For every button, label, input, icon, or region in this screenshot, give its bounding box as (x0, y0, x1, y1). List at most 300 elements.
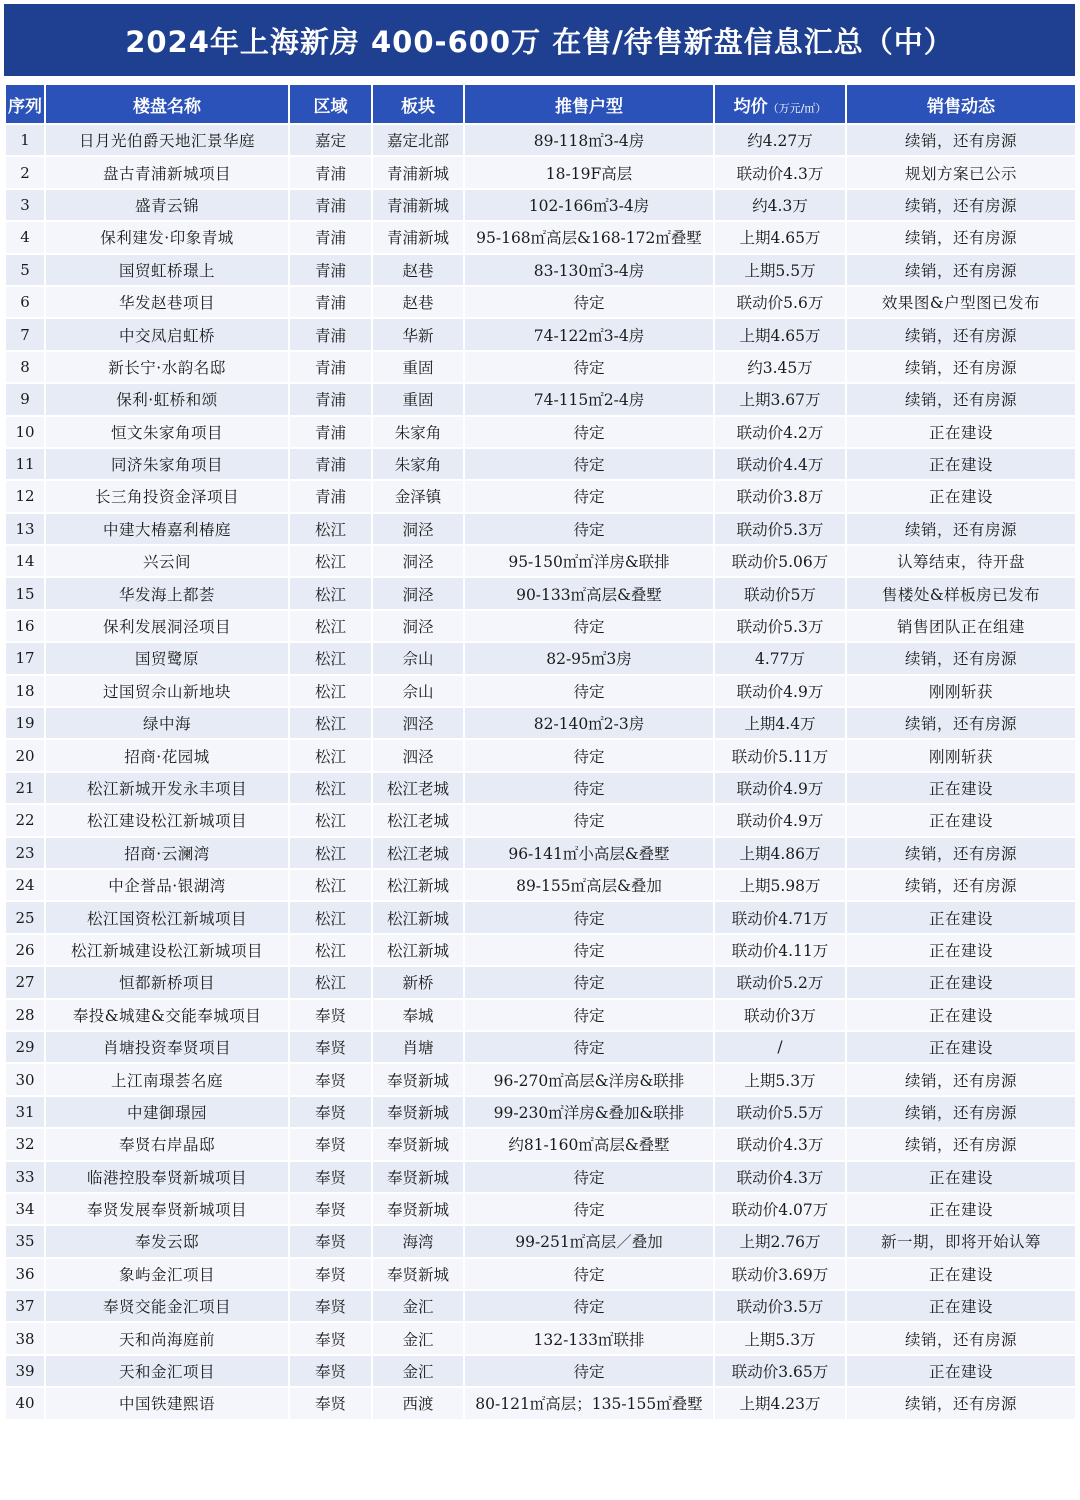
layout-cell: 89-118㎡3-4房 (464, 124, 714, 156)
block-cell: 佘山 (372, 675, 464, 707)
block-cell: 松江老城 (372, 804, 464, 836)
name-cell: 盛青云锦 (45, 189, 289, 221)
status-cell: 续销，还有房源 (846, 221, 1076, 253)
seq-cell: 6 (5, 286, 45, 318)
price-cell: 联动价4.9万 (714, 804, 846, 836)
price-cell: 上期3.67万 (714, 383, 846, 415)
seq-cell: 10 (5, 416, 45, 448)
name-cell: 肖塘投资奉贤项目 (45, 1031, 289, 1063)
seq-cell: 36 (5, 1258, 45, 1290)
district-cell: 青浦 (289, 480, 372, 512)
block-cell: 佘山 (372, 642, 464, 674)
district-cell: 松江 (289, 804, 372, 836)
layout-cell: 待定 (464, 448, 714, 480)
table-row (5, 675, 1076, 707)
seq-cell: 1 (5, 124, 45, 156)
block-cell: 朱家角 (372, 448, 464, 480)
table-row (5, 318, 1076, 350)
table-row (5, 772, 1076, 804)
seq-cell: 3 (5, 189, 45, 221)
name-cell: 奉贤发展奉贤新城项目 (45, 1193, 289, 1225)
seq-cell: 27 (5, 966, 45, 998)
status-cell: 续销，还有房源 (846, 513, 1076, 545)
status-cell: 正在建设 (846, 1031, 1076, 1063)
layout-cell: 132-133㎡联排 (464, 1322, 714, 1354)
seq-cell: 37 (5, 1290, 45, 1322)
status-cell: 正在建设 (846, 966, 1076, 998)
seq-cell: 14 (5, 545, 45, 577)
name-cell: 同济朱家角项目 (45, 448, 289, 480)
block-cell: 朱家角 (372, 416, 464, 448)
table-row (5, 966, 1076, 998)
table-row (5, 707, 1076, 739)
block-cell: 重固 (372, 383, 464, 415)
status-cell: 效果图&户型图已发布 (846, 286, 1076, 318)
name-cell: 招商·花园城 (45, 739, 289, 771)
price-cell: 上期5.5万 (714, 254, 846, 286)
price-cell: 上期4.65万 (714, 221, 846, 253)
price-cell: 联动价4.9万 (714, 675, 846, 707)
status-cell: 正在建设 (846, 416, 1076, 448)
price-cell: 联动价3.8万 (714, 480, 846, 512)
seq-cell: 15 (5, 577, 45, 609)
district-cell: 青浦 (289, 318, 372, 350)
layout-cell: 待定 (464, 739, 714, 771)
layout-cell: 90-133㎡高层&叠墅 (464, 577, 714, 609)
header-layout: 推售户型 (464, 84, 714, 124)
layout-cell: 待定 (464, 513, 714, 545)
table-row (5, 999, 1076, 1031)
name-cell: 恒都新桥项目 (45, 966, 289, 998)
name-cell: 恒文朱家角项目 (45, 416, 289, 448)
layout-cell: 95-150㎡㎡洋房&联排 (464, 545, 714, 577)
name-cell: 过国贸佘山新地块 (45, 675, 289, 707)
status-cell: 续销，还有房源 (846, 1063, 1076, 1095)
name-cell: 松江国资松江新城项目 (45, 901, 289, 933)
district-cell: 青浦 (289, 156, 372, 188)
table-row (5, 124, 1076, 156)
district-cell: 奉贤 (289, 1258, 372, 1290)
seq-cell: 18 (5, 675, 45, 707)
name-cell: 象屿金汇项目 (45, 1258, 289, 1290)
district-cell: 青浦 (289, 221, 372, 253)
seq-cell: 28 (5, 999, 45, 1031)
district-cell: 奉贤 (289, 1031, 372, 1063)
district-cell: 奉贤 (289, 1128, 372, 1160)
district-cell: 松江 (289, 642, 372, 674)
status-cell: 正在建设 (846, 1193, 1076, 1225)
price-cell: 联动价4.07万 (714, 1193, 846, 1225)
district-cell: 奉贤 (289, 999, 372, 1031)
status-cell: 续销，还有房源 (846, 254, 1076, 286)
name-cell: 奉贤右岸晶邸 (45, 1128, 289, 1160)
table-row (5, 577, 1076, 609)
status-cell: 正在建设 (846, 448, 1076, 480)
table-row (5, 1355, 1076, 1387)
status-cell: 续销，还有房源 (846, 318, 1076, 350)
name-cell: 保利发展洞泾项目 (45, 610, 289, 642)
block-cell: 松江新城 (372, 869, 464, 901)
block-cell: 新桥 (372, 966, 464, 998)
table-row (5, 1193, 1076, 1225)
block-cell: 松江老城 (372, 837, 464, 869)
block-cell: 青浦新城 (372, 189, 464, 221)
price-cell: 联动价4.2万 (714, 416, 846, 448)
layout-cell: 待定 (464, 675, 714, 707)
header-price-unit: （万元/㎡） (767, 101, 827, 115)
price-cell: 联动价4.9万 (714, 772, 846, 804)
price-cell: 联动价4.3万 (714, 1128, 846, 1160)
name-cell: 中国铁建熙语 (45, 1387, 289, 1419)
header-price-label: 均价 (733, 96, 768, 117)
district-cell: 奉贤 (289, 1290, 372, 1322)
status-cell: 正在建设 (846, 480, 1076, 512)
block-cell: 洞泾 (372, 610, 464, 642)
layout-cell: 待定 (464, 1355, 714, 1387)
layout-cell: 95-168㎡高层&168-172㎡叠墅 (464, 221, 714, 253)
district-cell: 松江 (289, 577, 372, 609)
layout-cell: 待定 (464, 610, 714, 642)
status-cell: 续销，还有房源 (846, 1128, 1076, 1160)
district-cell: 松江 (289, 513, 372, 545)
block-cell: 肖塘 (372, 1031, 464, 1063)
district-cell: 松江 (289, 869, 372, 901)
district-cell: 奉贤 (289, 1063, 372, 1095)
seq-cell: 11 (5, 448, 45, 480)
name-cell: 中建御璟园 (45, 1096, 289, 1128)
seq-cell: 23 (5, 837, 45, 869)
seq-cell: 38 (5, 1322, 45, 1354)
price-cell: 上期4.4万 (714, 707, 846, 739)
name-cell: 国贸虹桥璟上 (45, 254, 289, 286)
district-cell: 松江 (289, 675, 372, 707)
district-cell: 奉贤 (289, 1193, 372, 1225)
price-cell: 上期5.98万 (714, 869, 846, 901)
name-cell: 奉发云邸 (45, 1225, 289, 1257)
table-row (5, 1290, 1076, 1322)
layout-cell: 82-140㎡2-3房 (464, 707, 714, 739)
layout-cell: 74-115㎡2-4房 (464, 383, 714, 415)
seq-cell: 8 (5, 351, 45, 383)
layout-cell: 待定 (464, 1290, 714, 1322)
table-row (5, 286, 1076, 318)
district-cell: 青浦 (289, 448, 372, 480)
name-cell: 保利·虹桥和颂 (45, 383, 289, 415)
seq-cell: 5 (5, 254, 45, 286)
district-cell: 奉贤 (289, 1387, 372, 1419)
status-cell: 售楼处&样板房已发布 (846, 577, 1076, 609)
table-row (5, 901, 1076, 933)
seq-cell: 31 (5, 1096, 45, 1128)
price-cell: 上期4.65万 (714, 318, 846, 350)
layout-cell: 待定 (464, 772, 714, 804)
price-cell: 联动价4.71万 (714, 901, 846, 933)
page-title: 2024年上海新房 400-600万 在售/待售新盘信息汇总（中） (4, 4, 1075, 76)
price-cell: 上期4.86万 (714, 837, 846, 869)
table-row (5, 1128, 1076, 1160)
name-cell: 新长宁·水韵名邸 (45, 351, 289, 383)
status-cell: 新一期，即将开始认筹 (846, 1225, 1076, 1257)
table-row (5, 351, 1076, 383)
price-cell: 联动价5.11万 (714, 739, 846, 771)
price-cell: 联动价5.3万 (714, 513, 846, 545)
layout-cell: 待定 (464, 804, 714, 836)
seq-cell: 30 (5, 1063, 45, 1095)
price-cell: 联动价4.4万 (714, 448, 846, 480)
status-cell: 续销，还有房源 (846, 869, 1076, 901)
status-cell: 续销，还有房源 (846, 189, 1076, 221)
price-cell: 联动价3万 (714, 999, 846, 1031)
table-row (5, 1258, 1076, 1290)
layout-cell: 18-19F高层 (464, 156, 714, 188)
price-cell: 联动价4.3万 (714, 1161, 846, 1193)
header-price (714, 84, 846, 124)
district-cell: 青浦 (289, 254, 372, 286)
block-cell: 泗泾 (372, 707, 464, 739)
table-row (5, 1322, 1076, 1354)
status-cell: 刚刚斩获 (846, 739, 1076, 771)
seq-cell: 12 (5, 480, 45, 512)
table-row (5, 448, 1076, 480)
seq-cell: 7 (5, 318, 45, 350)
status-cell: 续销，还有房源 (846, 1096, 1076, 1128)
layout-cell: 待定 (464, 934, 714, 966)
status-cell: 认筹结束，待开盘 (846, 545, 1076, 577)
name-cell: 中交凤启虹桥 (45, 318, 289, 350)
seq-cell: 32 (5, 1128, 45, 1160)
price-cell: 上期5.3万 (714, 1322, 846, 1354)
district-cell: 青浦 (289, 189, 372, 221)
layout-cell: 待定 (464, 966, 714, 998)
status-cell: 续销，还有房源 (846, 707, 1076, 739)
seq-cell: 4 (5, 221, 45, 253)
price-cell: 联动价5.5万 (714, 1096, 846, 1128)
status-cell: 正在建设 (846, 1258, 1076, 1290)
seq-cell: 20 (5, 739, 45, 771)
district-cell: 松江 (289, 545, 372, 577)
name-cell: 招商·云澜湾 (45, 837, 289, 869)
table-row (5, 804, 1076, 836)
layout-cell: 74-122㎡3-4房 (464, 318, 714, 350)
price-cell: 联动价5万 (714, 577, 846, 609)
name-cell: 华发赵巷项目 (45, 286, 289, 318)
block-cell: 奉贤新城 (372, 1128, 464, 1160)
status-cell: 续销，还有房源 (846, 1387, 1076, 1419)
layout-cell: 待定 (464, 1031, 714, 1063)
seq-cell: 40 (5, 1387, 45, 1419)
block-cell: 洞泾 (372, 577, 464, 609)
price-cell: 联动价3.5万 (714, 1290, 846, 1322)
block-cell: 洞泾 (372, 513, 464, 545)
status-cell: 续销，还有房源 (846, 124, 1076, 156)
block-cell: 金泽镇 (372, 480, 464, 512)
layout-cell: 待定 (464, 1161, 714, 1193)
layout-cell: 待定 (464, 1258, 714, 1290)
status-cell: 正在建设 (846, 999, 1076, 1031)
district-cell: 嘉定 (289, 124, 372, 156)
district-cell: 松江 (289, 934, 372, 966)
price-cell: 联动价5.3万 (714, 610, 846, 642)
layout-cell: 待定 (464, 1193, 714, 1225)
block-cell: 西渡 (372, 1387, 464, 1419)
table-row (5, 610, 1076, 642)
seq-cell: 34 (5, 1193, 45, 1225)
district-cell: 松江 (289, 707, 372, 739)
block-cell: 华新 (372, 318, 464, 350)
price-cell: 上期2.76万 (714, 1225, 846, 1257)
district-cell: 青浦 (289, 416, 372, 448)
seq-cell: 29 (5, 1031, 45, 1063)
layout-cell: 待定 (464, 416, 714, 448)
price-cell: 约4.27万 (714, 124, 846, 156)
seq-cell: 16 (5, 610, 45, 642)
name-cell: 临港控股奉贤新城项目 (45, 1161, 289, 1193)
name-cell: 日月光伯爵天地汇景华庭 (45, 124, 289, 156)
layout-cell: 83-130㎡3-4房 (464, 254, 714, 286)
header-block: 板块 (372, 84, 464, 124)
name-cell: 长三角投资金泽项目 (45, 480, 289, 512)
layout-cell: 82-95㎡3房 (464, 642, 714, 674)
header-seq: 序列 (5, 84, 45, 124)
block-cell: 奉贤新城 (372, 1258, 464, 1290)
district-cell: 松江 (289, 966, 372, 998)
seq-cell: 21 (5, 772, 45, 804)
layout-cell: 96-141㎡小高层&叠墅 (464, 837, 714, 869)
name-cell: 中建大椿嘉利椿庭 (45, 513, 289, 545)
price-cell: 联动价5.06万 (714, 545, 846, 577)
block-cell: 青浦新城 (372, 221, 464, 253)
status-cell: 正在建设 (846, 934, 1076, 966)
header-row (5, 84, 1076, 124)
price-cell: 上期4.23万 (714, 1387, 846, 1419)
name-cell: 上江南璟荟名庭 (45, 1063, 289, 1095)
table-row (5, 837, 1076, 869)
seq-cell: 26 (5, 934, 45, 966)
name-cell: 盘古青浦新城项目 (45, 156, 289, 188)
name-cell: 保利建发·印象青城 (45, 221, 289, 253)
district-cell: 青浦 (289, 286, 372, 318)
table-row (5, 1031, 1076, 1063)
status-cell: 规划方案已公示 (846, 156, 1076, 188)
seq-cell: 17 (5, 642, 45, 674)
table-row (5, 1063, 1076, 1095)
block-cell: 松江新城 (372, 901, 464, 933)
price-cell: 4.77万 (714, 642, 846, 674)
name-cell: 兴云间 (45, 545, 289, 577)
name-cell: 天和尚海庭前 (45, 1322, 289, 1354)
layout-cell: 99-251㎡高层／叠加 (464, 1225, 714, 1257)
block-cell: 泗泾 (372, 739, 464, 771)
seq-cell: 9 (5, 383, 45, 415)
district-cell: 青浦 (289, 351, 372, 383)
name-cell: 松江建设松江新城项目 (45, 804, 289, 836)
block-cell: 松江老城 (372, 772, 464, 804)
block-cell: 赵巷 (372, 286, 464, 318)
status-cell: 续销，还有房源 (846, 1322, 1076, 1354)
price-cell: 约3.45万 (714, 351, 846, 383)
layout-cell: 待定 (464, 351, 714, 383)
district-cell: 奉贤 (289, 1322, 372, 1354)
status-cell: 续销，还有房源 (846, 351, 1076, 383)
name-cell: 松江新城建设松江新城项目 (45, 934, 289, 966)
name-cell: 绿中海 (45, 707, 289, 739)
layout-cell: 102-166㎡3-4房 (464, 189, 714, 221)
table-row (5, 254, 1076, 286)
table-row (5, 383, 1076, 415)
block-cell: 奉贤新城 (372, 1193, 464, 1225)
district-cell: 松江 (289, 837, 372, 869)
name-cell: 华发海上都荟 (45, 577, 289, 609)
listing-table (4, 83, 1077, 1421)
seq-cell: 39 (5, 1355, 45, 1387)
price-cell: 联动价4.3万 (714, 156, 846, 188)
table-row (5, 739, 1076, 771)
price-cell: 上期5.3万 (714, 1063, 846, 1095)
block-cell: 奉贤新城 (372, 1161, 464, 1193)
status-cell: 正在建设 (846, 1161, 1076, 1193)
price-cell: 联动价5.6万 (714, 286, 846, 318)
block-cell: 赵巷 (372, 254, 464, 286)
block-cell: 海湾 (372, 1225, 464, 1257)
table-row (5, 156, 1076, 188)
table-row (5, 642, 1076, 674)
table-row (5, 1161, 1076, 1193)
layout-cell: 89-155㎡高层&叠加 (464, 869, 714, 901)
district-cell: 奉贤 (289, 1096, 372, 1128)
table-row (5, 869, 1076, 901)
seq-cell: 24 (5, 869, 45, 901)
status-cell: 续销，还有房源 (846, 383, 1076, 415)
block-cell: 松江新城 (372, 934, 464, 966)
block-cell: 洞泾 (372, 545, 464, 577)
layout-cell: 99-230㎡洋房&叠加&联排 (464, 1096, 714, 1128)
table-row (5, 189, 1076, 221)
layout-cell: 约81-160㎡高层&叠墅 (464, 1128, 714, 1160)
name-cell: 中企誉品·银湖湾 (45, 869, 289, 901)
block-cell: 奉贤新城 (372, 1063, 464, 1095)
price-cell: / (714, 1031, 846, 1063)
table-row (5, 1096, 1076, 1128)
status-cell: 正在建设 (846, 804, 1076, 836)
status-cell: 销售团队正在组建 (846, 610, 1076, 642)
district-cell: 奉贤 (289, 1161, 372, 1193)
district-cell: 松江 (289, 772, 372, 804)
seq-cell: 19 (5, 707, 45, 739)
price-cell: 约4.3万 (714, 189, 846, 221)
status-cell: 正在建设 (846, 1290, 1076, 1322)
block-cell: 重固 (372, 351, 464, 383)
layout-cell: 96-270㎡高层&洋房&联排 (464, 1063, 714, 1095)
block-cell: 金汇 (372, 1290, 464, 1322)
header-district: 区域 (289, 84, 372, 124)
status-cell: 续销，还有房源 (846, 837, 1076, 869)
name-cell: 国贸鹭原 (45, 642, 289, 674)
district-cell: 青浦 (289, 383, 372, 415)
layout-cell: 待定 (464, 901, 714, 933)
district-cell: 松江 (289, 610, 372, 642)
table-row (5, 934, 1076, 966)
status-cell: 正在建设 (846, 772, 1076, 804)
layout-cell: 待定 (464, 999, 714, 1031)
seq-cell: 33 (5, 1161, 45, 1193)
name-cell: 奉投&城建&交能奉城项目 (45, 999, 289, 1031)
price-cell: 联动价5.2万 (714, 966, 846, 998)
seq-cell: 35 (5, 1225, 45, 1257)
name-cell: 奉贤交能金汇项目 (45, 1290, 289, 1322)
block-cell: 金汇 (372, 1355, 464, 1387)
status-cell: 正在建设 (846, 1355, 1076, 1387)
status-cell: 刚刚斩获 (846, 675, 1076, 707)
